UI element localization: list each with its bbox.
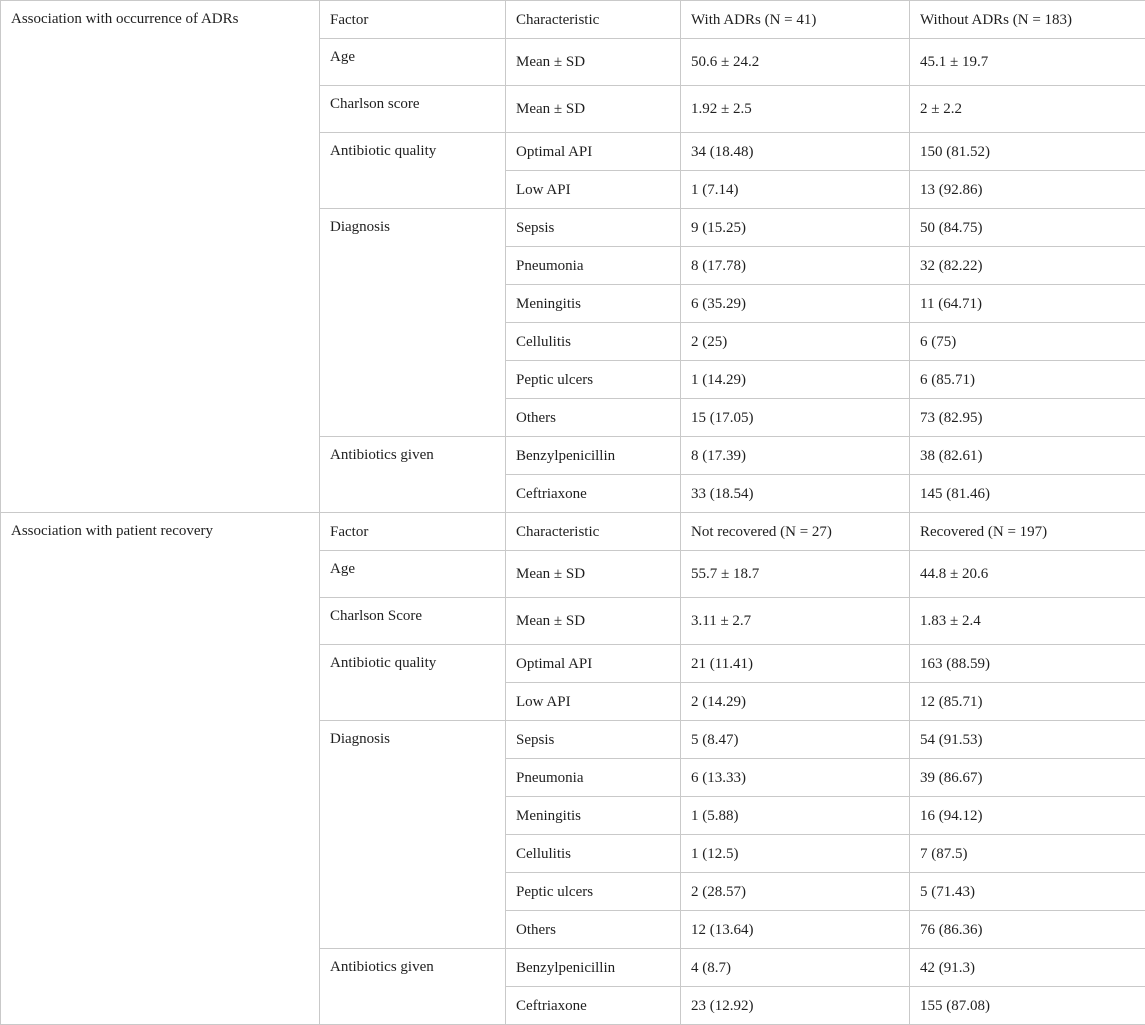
value-cell-group-a: 21 (11.41) [681,645,910,683]
factor-cell: Charlson Score [320,598,506,645]
factor-cell: Antibiotics given [320,949,506,1025]
value-cell-group-a: 1 (12.5) [681,835,910,873]
value-cell-group-a: 8 (17.39) [681,437,910,475]
value-cell-group-b: 11 (64.71) [910,285,1145,323]
value-cell-group-b: 45.1 ± 19.7 [910,39,1145,86]
characteristic-cell: Peptic ulcers [506,873,681,911]
value-cell-group-b: 1.83 ± 2.4 [910,598,1145,645]
value-cell-group-b: 150 (81.52) [910,133,1145,171]
characteristic-cell: Sepsis [506,209,681,247]
characteristic-cell: Peptic ulcers [506,361,681,399]
characteristic-cell: Benzylpenicillin [506,949,681,987]
value-cell-group-b: 145 (81.46) [910,475,1145,513]
value-cell-group-b: 6 (85.71) [910,361,1145,399]
section-header-row [1,513,1145,551]
section-header-row [1,1,1145,39]
column-header-group-b: Recovered (N = 197) [910,513,1145,551]
value-cell-group-a: 6 (35.29) [681,285,910,323]
factor-cell: Charlson score [320,86,506,133]
characteristic-cell: Others [506,399,681,437]
characteristic-cell: Meningitis [506,797,681,835]
characteristic-cell: Ceftriaxone [506,475,681,513]
factor-cell: Diagnosis [320,721,506,949]
characteristic-cell: Mean ± SD [506,551,681,598]
characteristic-cell: Sepsis [506,721,681,759]
value-cell-group-b: 155 (87.08) [910,987,1145,1025]
characteristic-cell: Optimal API [506,645,681,683]
characteristic-cell: Mean ± SD [506,86,681,133]
results-table-body [1,1,1145,1025]
value-cell-group-b: 16 (94.12) [910,797,1145,835]
value-cell-group-a: 2 (25) [681,323,910,361]
factor-cell: Age [320,39,506,86]
value-cell-group-a: 23 (12.92) [681,987,910,1025]
factor-cell: Age [320,551,506,598]
value-cell-group-b: 7 (87.5) [910,835,1145,873]
value-cell-group-b: 12 (85.71) [910,683,1145,721]
value-cell-group-b: 44.8 ± 20.6 [910,551,1145,598]
factor-cell: Antibiotics given [320,437,506,513]
value-cell-group-b: 163 (88.59) [910,645,1145,683]
column-header-group-b: Without ADRs (N = 183) [910,1,1145,39]
value-cell-group-a: 1.92 ± 2.5 [681,86,910,133]
value-cell-group-b: 39 (86.67) [910,759,1145,797]
value-cell-group-b: 6 (75) [910,323,1145,361]
characteristic-cell: Ceftriaxone [506,987,681,1025]
characteristic-cell: Low API [506,683,681,721]
value-cell-group-b: 38 (82.61) [910,437,1145,475]
column-header-factor: Factor [320,1,506,39]
characteristic-cell: Pneumonia [506,759,681,797]
value-cell-group-a: 1 (14.29) [681,361,910,399]
characteristic-cell: Cellulitis [506,323,681,361]
column-header-factor: Factor [320,513,506,551]
value-cell-group-b: 32 (82.22) [910,247,1145,285]
value-cell-group-b: 5 (71.43) [910,873,1145,911]
characteristic-cell: Cellulitis [506,835,681,873]
value-cell-group-a: 9 (15.25) [681,209,910,247]
column-header-characteristic: Characteristic [506,513,681,551]
value-cell-group-b: 54 (91.53) [910,721,1145,759]
value-cell-group-b: 76 (86.36) [910,911,1145,949]
column-header-characteristic: Characteristic [506,1,681,39]
value-cell-group-a: 33 (18.54) [681,475,910,513]
characteristic-cell: Mean ± SD [506,39,681,86]
column-header-group-a: With ADRs (N = 41) [681,1,910,39]
characteristic-cell: Others [506,911,681,949]
section-title: Association with occurrence of ADRs [1,1,320,513]
value-cell-group-a: 8 (17.78) [681,247,910,285]
value-cell-group-a: 50.6 ± 24.2 [681,39,910,86]
characteristic-cell: Low API [506,171,681,209]
column-header-group-a: Not recovered (N = 27) [681,513,910,551]
section-title: Association with patient recovery [1,513,320,1025]
factor-cell: Diagnosis [320,209,506,437]
characteristic-cell: Meningitis [506,285,681,323]
value-cell-group-a: 34 (18.48) [681,133,910,171]
value-cell-group-a: 3.11 ± 2.7 [681,598,910,645]
value-cell-group-a: 4 (8.7) [681,949,910,987]
value-cell-group-a: 12 (13.64) [681,911,910,949]
value-cell-group-b: 50 (84.75) [910,209,1145,247]
value-cell-group-b: 42 (91.3) [910,949,1145,987]
value-cell-group-a: 5 (8.47) [681,721,910,759]
characteristic-cell: Mean ± SD [506,598,681,645]
factor-cell: Antibiotic quality [320,645,506,721]
value-cell-group-a: 55.7 ± 18.7 [681,551,910,598]
value-cell-group-a: 2 (28.57) [681,873,910,911]
characteristic-cell: Pneumonia [506,247,681,285]
value-cell-group-b: 73 (82.95) [910,399,1145,437]
value-cell-group-a: 1 (5.88) [681,797,910,835]
value-cell-group-a: 15 (17.05) [681,399,910,437]
value-cell-group-a: 6 (13.33) [681,759,910,797]
value-cell-group-a: 1 (7.14) [681,171,910,209]
value-cell-group-b: 13 (92.86) [910,171,1145,209]
factor-cell: Antibiotic quality [320,133,506,209]
characteristic-cell: Optimal API [506,133,681,171]
characteristic-cell: Benzylpenicillin [506,437,681,475]
value-cell-group-a: 2 (14.29) [681,683,910,721]
value-cell-group-b: 2 ± 2.2 [910,86,1145,133]
